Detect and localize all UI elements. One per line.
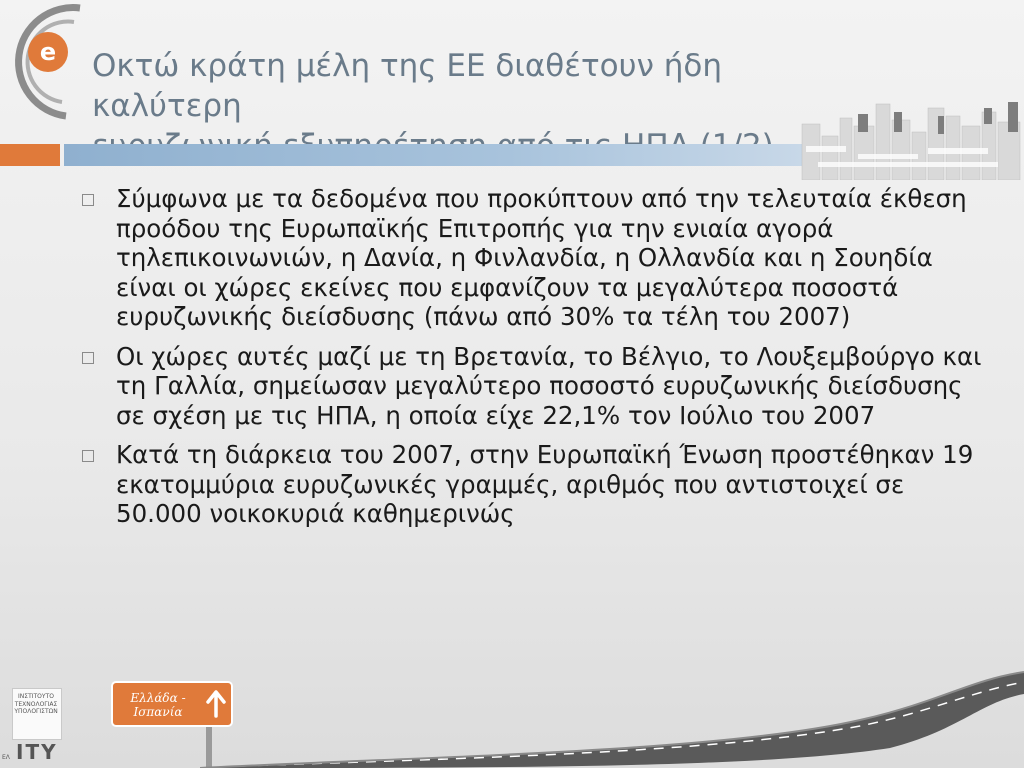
bullet-list: [82, 184, 982, 539]
road-illustration-icon: [200, 660, 1024, 768]
bullet-text-1: Σύμφωνα με τα δεδομένα που προκύπτουν από την τελευταία έκθεση προόδου της Ευρωπαϊκής Επιτροπής για την ενιαία αγορά τηλεπικοινωνιών, η Δανία, η Φινλανδία, η Ολλανδία και η Σουηδία είναι οι χώρες εκείνες που εμφανίζουν τα μεγαλύτερα ποσοστά ευρυζωνικής διείσδυσης (πάνω από 30% τα τέλη του 2007): [116, 184, 967, 331]
logo-letter: e: [39, 38, 57, 66]
square-bullet-icon: [82, 194, 94, 206]
ity-prefix: ΕΛ: [2, 754, 10, 761]
list-item: [82, 184, 982, 332]
ity-institute-name: ΙΝΣΤΙΤΟΥΤΟ ΤΕΧΝΟΛΟΓΙΑΣ ΥΠΟΛΟΓΙΣΤΩΝ: [14, 693, 58, 715]
square-bullet-icon: [82, 352, 94, 364]
road-sign-label: Ελλάδα - Ισπανία: [130, 691, 186, 719]
bullet-text-3: Κατά τη διάρκεια του 2007, στην Ευρωπαϊκή Ένωση προστέθηκαν 19 εκατομμύρια ευρυζωνικές γραμμές, αριθμός που αντιστοιχεί σε 50.000 νοικοκυριά καθημερινώς: [116, 440, 974, 528]
square-bullet-icon: [82, 450, 94, 462]
title-line-1: Οκτώ κράτη μέλη της ΕΕ διαθέτουν ήδη καλύτερη: [92, 48, 723, 124]
ity-label: ITY: [16, 740, 58, 764]
list-item: [82, 342, 982, 431]
bullet-text-2: Οι χώρες αυτές μαζί με τη Βρετανία, το Βέλγιο, το Λουξεμβούργο και τη Γαλλία, σημείωσαν μεγαλύτερο ποσοστό ευρυζωνικής διείσδυσης σε σχέση με τις ΗΠΑ, η οποία είχε 22,1% τον Ιούλιο του 2007: [116, 341, 982, 430]
city-skyline-icon: [798, 96, 1024, 180]
e-logo-icon: [0, 0, 96, 140]
accent-bar-orange: [0, 144, 60, 166]
list-item: [82, 440, 982, 529]
accent-bar-blue: [64, 144, 804, 166]
